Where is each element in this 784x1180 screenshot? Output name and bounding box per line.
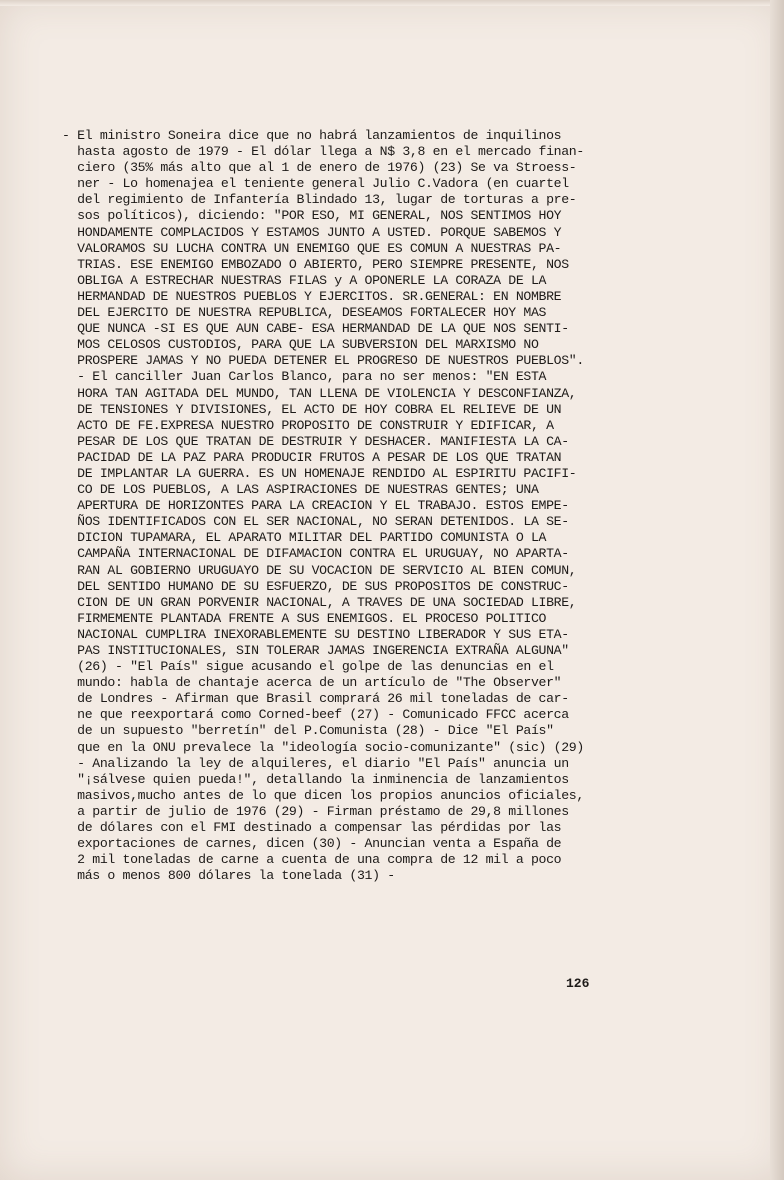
text-line: PESAR DE LOS QUE TRATAN DE DESTRUIR Y DESHACER. MANIFIESTA LA CA- (62, 433, 569, 449)
text-line: ner - Lo homenajea el teniente general Julio C.Vadora (en cuartel (62, 176, 569, 192)
text-line: - El canciller Juan Carlos Blanco, para no ser menos: "EN ESTA (62, 369, 547, 385)
page-top-edge (0, 0, 784, 6)
text-line: CION DE UN GRAN PORVENIR NACIONAL, A TRAVES DE UNA SOCIEDAD LIBRE, (62, 594, 577, 610)
text-line: HONDAMENTE COMPLACIDOS Y ESTAMOS JUNTO A USTED. PORQUE SABEMOS Y (62, 224, 562, 240)
text-line: de dólares con el FMI destinado a compensar las pérdidas por las (62, 820, 562, 836)
text-line: de Londres - Afirman que Brasil comprará 26 mil toneladas de car- (62, 691, 569, 707)
text-line: MOS CELOSOS CUSTODIOS, PARA QUE LA SUBVERSION DEL MARXISMO NO (62, 337, 539, 353)
text-line: ÑOS IDENTIFICADOS CON EL SER NACIONAL, NO SERAN DETENIDOS. LA SE- (62, 514, 569, 530)
text-line: - Analizando la ley de alquileres, el diario "El País" anuncia un (62, 755, 569, 771)
page-right-edge (770, 0, 784, 1180)
text-line: PACIDAD DE LA PAZ PARA PRODUCIR FRUTOS A PESAR DE LOS QUE TRATAN (62, 449, 562, 465)
text-line: (26) - "El País" sigue acusando el golpe de las denuncias en el (62, 659, 554, 675)
text-line: que en la ONU prevalece la "ideología socio-comunizante" (sic) (29) (62, 739, 584, 755)
text-line: ne que reexportará como Corned-beef (27) - Comunicado FFCC acerca (62, 707, 569, 723)
text-line: DEL SENTIDO HUMANO DE SU ESFUERZO, DE SUS PROPOSITOS DE CONSTRUC- (62, 578, 569, 594)
text-line: 2 mil toneladas de carne a cuenta de una compra de 12 mil a poco (62, 852, 562, 868)
text-line: CAMPAÑA INTERNACIONAL DE DIFAMACION CONTRA EL URUGUAY, NO APARTA- (62, 546, 569, 562)
text-line: HERMANDAD DE NUESTROS PUEBLOS Y EJERCITOS. SR.GENERAL: EN NOMBRE (62, 288, 562, 304)
text-line: DE IMPLANTAR LA GUERRA. ES UN HOMENAJE RENDIDO AL ESPIRITU PACIFI- (62, 465, 577, 481)
text-line: ciero (35% más alto que al 1 de enero de 1976) (23) Se va Stroess- (62, 160, 577, 176)
text-line: sos políticos), diciendo: "POR ESO, MI GENERAL, NOS SENTIMOS HOY (62, 208, 562, 224)
text-line: FIRMEMENTE PLANTADA FRENTE A SUS ENEMIGOS. EL PROCESO POLITICO (62, 610, 547, 626)
text-line: hasta agosto de 1979 - El dólar llega a N$ 3,8 en el mercado finan- (62, 144, 584, 160)
text-line: VALORAMOS SU LUCHA CONTRA UN ENEMIGO QUE ES COMUN A NUESTRAS PA- (62, 240, 562, 256)
text-line: APERTURA DE HORIZONTES PARA LA CREACION Y EL TRABAJO. ESTOS EMPE- (62, 498, 569, 514)
text-line: QUE NUNCA -SI ES QUE AUN CABE- ESA HERMANDAD DE LA QUE NOS SENTI- (62, 321, 569, 337)
text-line: DE TENSIONES Y DIVISIONES, EL ACTO DE HOY COBRA EL RELIEVE DE UN (62, 401, 562, 417)
text-line: del regimiento de Infantería Blindado 13, lugar de torturas a pre- (62, 192, 577, 208)
text-line: CO DE LOS PUEBLOS, A LAS ASPIRACIONES DE NUESTRAS GENTES; UNA (62, 482, 539, 498)
text-line: DICION TUPAMARA, EL APARATO MILITAR DEL PARTIDO COMUNISTA O LA (62, 530, 547, 546)
text-line: más o menos 800 dólares la tonelada (31) - (62, 868, 395, 884)
text-line: DEL EJERCITO DE NUESTRA REPUBLICA, DESEAMOS FORTALECER HOY MAS (62, 305, 547, 321)
text-line: exportaciones de carnes, dicen (30) - Anuncian venta a España de (62, 836, 562, 852)
text-line: mundo: habla de chantaje acerca de un artículo de "The Observer" (62, 675, 562, 691)
text-line: a partir de julio de 1976 (29) - Firman préstamo de 29,8 millones (62, 803, 569, 819)
text-line: OBLIGA A ESTRECHAR NUESTRAS FILAS y A OPONERLE LA CORAZA DE LA (62, 272, 547, 288)
text-line: PROSPERE JAMAS Y NO PUEDA DETENER EL PROGRESO DE NUESTROS PUEBLOS". (62, 353, 584, 369)
text-line: masivos,mucho antes de lo que dicen los propios anuncios oficiales, (62, 787, 584, 803)
text-line: - El ministro Soneira dice que no habrá lanzamientos de inquilinos (62, 128, 562, 143)
text-line: de un supuesto "berretín" del P.Comunista (28) - Dice "El País" (62, 723, 554, 739)
text-line: "¡sálvese quien pueda!", detallando la inminencia de lanzamientos (62, 771, 569, 787)
text-line: PAS INSTITUCIONALES, SIN TOLERAR JAMAS INGERENCIA EXTRAÑA ALGUNA" (62, 643, 569, 658)
text-line: RAN AL GOBIERNO URUGUAYO DE SU VOCACION DE SERVICIO AL BIEN COMUN, (62, 562, 577, 578)
text-line: HORA TAN AGITADA DEL MUNDO, TAN LLENA DE VIOLENCIA Y DESCONFIANZA, (62, 385, 577, 401)
text-line: NACIONAL CUMPLIRA INEXORABLEMENTE SU DESTINO LIBERADOR Y SUS ETA- (62, 626, 569, 642)
text-line: ACTO DE FE.EXPRESA NUESTRO PROPOSITO DE CONSTRUIR Y EDIFICAR, A (62, 417, 554, 433)
page-number: 126 (566, 976, 590, 991)
typewritten-text-block (62, 128, 662, 884)
text-line: TRIAS. ESE ENEMIGO EMBOZADO O ABIERTO, PERO SIEMPRE PRESENTE, NOS (62, 256, 569, 272)
